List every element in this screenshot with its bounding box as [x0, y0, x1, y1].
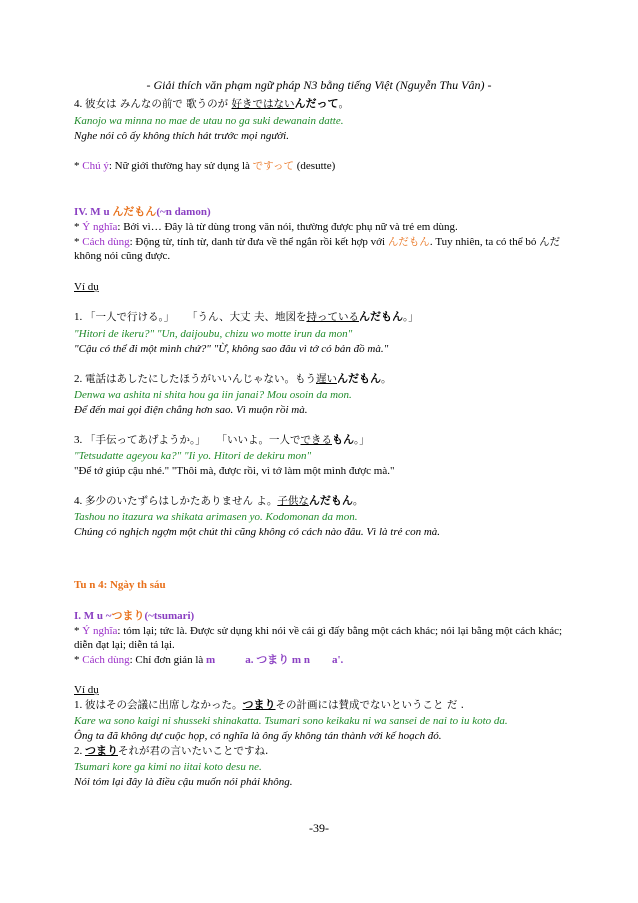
example-4-damon-translation: Chúng có nghịch ngợm một chút thì cũng không có cách nào đâu. Vì là trẻ con mà. — [74, 526, 441, 538]
week-heading: Tu n 4: Ngày th sáu — [74, 579, 166, 591]
tsumari-example-2-translation: Nói tóm lại đây là điều cậu muốn nói phải không. — [74, 776, 293, 788]
example-4-datte: 4. 彼女は みんなの前で 歌うのが 好きではないんだって。 — [74, 97, 350, 110]
page-number: -39- — [309, 821, 329, 835]
tsumari-example-2: 2. つまりそれが君の言いたいことですね. — [74, 744, 269, 757]
note-desutte: * Chú ý: Nữ giới thường hay sử dụng là ですって (desutte) — [74, 160, 336, 172]
example-1: 1. 「一人で行ける。」 「うん、大丈 夫、地図を持っているんだもん。」 — [74, 310, 419, 323]
section-i-meaning: * Ý nghĩa: tóm lại; tức là. Được sử dụng khi nói về cái gì đấy bằng một cách khác; nói lại bằng một cách khác; diễn đạt lại; diễn tả lại. — [74, 625, 563, 651]
example-4-damon: 4. 多少のいたずらはしかたありません よ。子供なんだもん。 — [74, 494, 364, 507]
section-i-heading: I. M u ~つまり(~tsumari) — [74, 609, 195, 622]
section-iv-heading: IV. M u んだもん(~n damon) — [74, 205, 211, 218]
section-iv-meaning: * Ý nghĩa: Bởi vì… Đây là từ dùng trong văn nói, thường được phụ nữ và trẻ em dùng. — [74, 221, 458, 233]
example-1-translation: "Cậu có thể đi một mình chứ?" "Ừ, không sao đâu vì tớ có bản đồ mà." — [74, 343, 389, 355]
examples-heading-2: Ví dụ — [74, 684, 99, 696]
page-header: - Giải thích văn phạm ngữ pháp N3 bằng tiếng Việt (Nguyễn Thu Vân) - — [146, 78, 492, 92]
tsumari-example-1-translation: Ông ta đã không dự cuộc họp, có nghĩa là ông ấy không tán thành với kế hoạch đó. — [74, 730, 442, 742]
example-2: 2. 電話はあしたにしたほうがいいんじゃない。もう遅いんだもん。 — [74, 372, 392, 385]
example-3-translation: "Để tớ giúp cậu nhé." "Thôi mà, được rồi, vì tớ làm một mình được mà." — [74, 465, 395, 477]
tsumari-example-1-romaji: Kare wa sono kaigi ni shusseki shinakatta. Tsumari sono keikaku ni wa sansei de nai to iu koto da. — [74, 715, 508, 727]
example-2-translation: Để đến mai gọi điện chẳng hơn sao. Vì muộn rồi mà. — [74, 404, 308, 416]
tsumari-example-2-romaji: Tsumari kore ga kimi no iitai koto desu ne. — [74, 761, 262, 773]
example-1-romaji: "Hitori de ikeru?" "Un, daijoubu, chizu wo motte irun da mon" — [74, 328, 353, 340]
example-3: 3. 「手伝ってあげようか。」 「いいよ。一人でできるもん。」 — [74, 433, 370, 446]
tsumari-example-1: 1. 彼はその会議に出席しなかった。つまりその計画には賛成でないということ だ . — [74, 698, 465, 711]
examples-heading-1: Ví dụ — [74, 281, 99, 293]
example-2-romaji: Denwa wa ashita ni shita hou ga iin janai? Mou osoin da mon. — [74, 389, 352, 401]
section-iv-usage: * Cách dùng: Động từ, tính từ, danh từ đưa về thể ngắn rồi kết hợp với んだもん. Tuy nhiên, ta có thể bỏ んだ không nói cũng được. — [74, 236, 561, 262]
example-3-romaji: "Tetsudatte ageyou ka?" "Ii yo. Hitori de dekiru mon" — [74, 450, 312, 462]
section-i-usage: * Cách dùng: Chỉ đơn giản là m a. つまり m n a'. — [74, 654, 344, 666]
example-4-datte-romaji: Kanojo wa minna no mae de utau no ga suki dewanain datte. — [74, 115, 344, 127]
example-4-datte-translation: Nghe nói cô ấy không thích hát trước mọi người. — [74, 130, 289, 142]
example-4-damon-romaji: Tashou no itazura wa shikata arimasen yo. Kodomonan da mon. — [74, 511, 358, 523]
